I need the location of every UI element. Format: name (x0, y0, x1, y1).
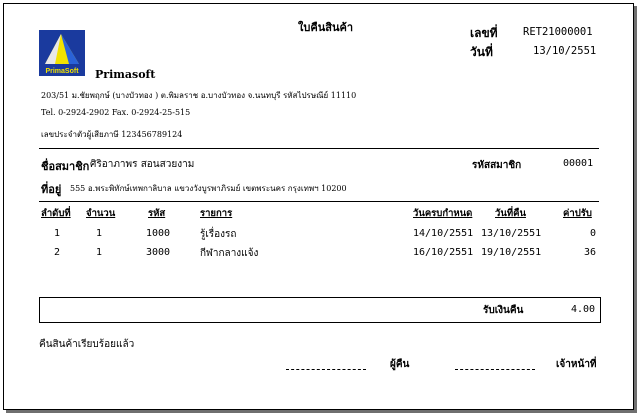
document-number: RET21000001 (523, 26, 593, 38)
col-header-code: รหัส (148, 208, 166, 219)
divider (39, 201, 599, 202)
table-row-2-return-date: 19/10/2551 (481, 247, 542, 258)
table-row-2-item: กีฬากลางแจ้ง (200, 248, 259, 259)
returner-signature-line (286, 369, 366, 370)
document-number-label: เลขที่ (470, 26, 498, 40)
member-name: ศิริอาภาพร สอนสวยงาม (90, 159, 195, 170)
officer-signature-line (455, 369, 535, 370)
table-row-1-item: รู้เรื่องรถ (200, 229, 237, 240)
member-id-label: รหัสสมาชิก (472, 160, 522, 171)
col-header-return-date: วันที่คืน (495, 208, 526, 219)
member-name-label: ชื่อสมาชิก (41, 160, 90, 173)
company-name: Primasoft (95, 68, 156, 81)
total-label: รับเงินคืน (483, 305, 524, 316)
col-header-item: รายการ (200, 208, 233, 219)
table-row-1-qty: 1 (96, 228, 103, 239)
col-header-due-date: วันครบกำหนด (413, 208, 473, 219)
col-header-fine: ค่าปรับ (563, 208, 592, 219)
logo-icon (39, 30, 85, 76)
total-value: 4.00 (571, 304, 596, 315)
company-address: 203/51 ม.ชัยพฤกษ์ (บางบัวทอง ) ต.พิมลราช อ.บางบัวทอง จ.นนทบุรี รหัสไปรษณีย์ 11110 (41, 91, 357, 100)
table-row-2-seq: 2 (54, 247, 61, 258)
table-row-1-code: 1000 (146, 228, 171, 239)
table-row-1-return-date: 13/10/2551 (481, 228, 542, 239)
document-date: 13/10/2551 (533, 45, 597, 57)
table-row-1-fine: 0 (589, 228, 596, 239)
company-logo (39, 30, 85, 76)
col-header-qty: จำนวน (86, 208, 116, 219)
table-row-2-qty: 1 (96, 247, 103, 258)
company-tel: Tel. 0-2924-2902 Fax. 0-2924-25-515 (41, 108, 191, 117)
logo-text: PrimaSoft (45, 68, 79, 75)
table-row-2-due-date: 16/10/2551 (413, 247, 474, 258)
returner-label: ผู้คืน (390, 359, 410, 370)
table-row-2-code: 3000 (146, 247, 171, 258)
col-header-seq: ลำดับที่ (41, 208, 71, 219)
remark-text: คืนสินค้าเรียบร้อยแล้ว (39, 339, 135, 350)
company-tax-id: เลขประจำตัวผู้เสียภาษี 123456789124 (41, 130, 183, 139)
table-row-1-due-date: 14/10/2551 (413, 228, 474, 239)
member-address: 555 อ.พระพิทักษ์เทพกาลิบาล แขวงวังบูรพาภิรมย์ เขตพระนคร กรุงเทพฯ 10200 (70, 184, 347, 193)
table-row-1-seq: 1 (54, 228, 61, 239)
member-id: 00001 (563, 158, 594, 169)
member-address-label: ที่อยู่ (41, 183, 62, 196)
document-date-label: วันที่ (470, 45, 493, 59)
document-title: ใบคืนสินค้า (298, 21, 353, 34)
table-row-2-fine: 36 (583, 247, 596, 258)
divider (39, 148, 599, 149)
officer-label: เจ้าหน้าที่ (556, 359, 597, 370)
